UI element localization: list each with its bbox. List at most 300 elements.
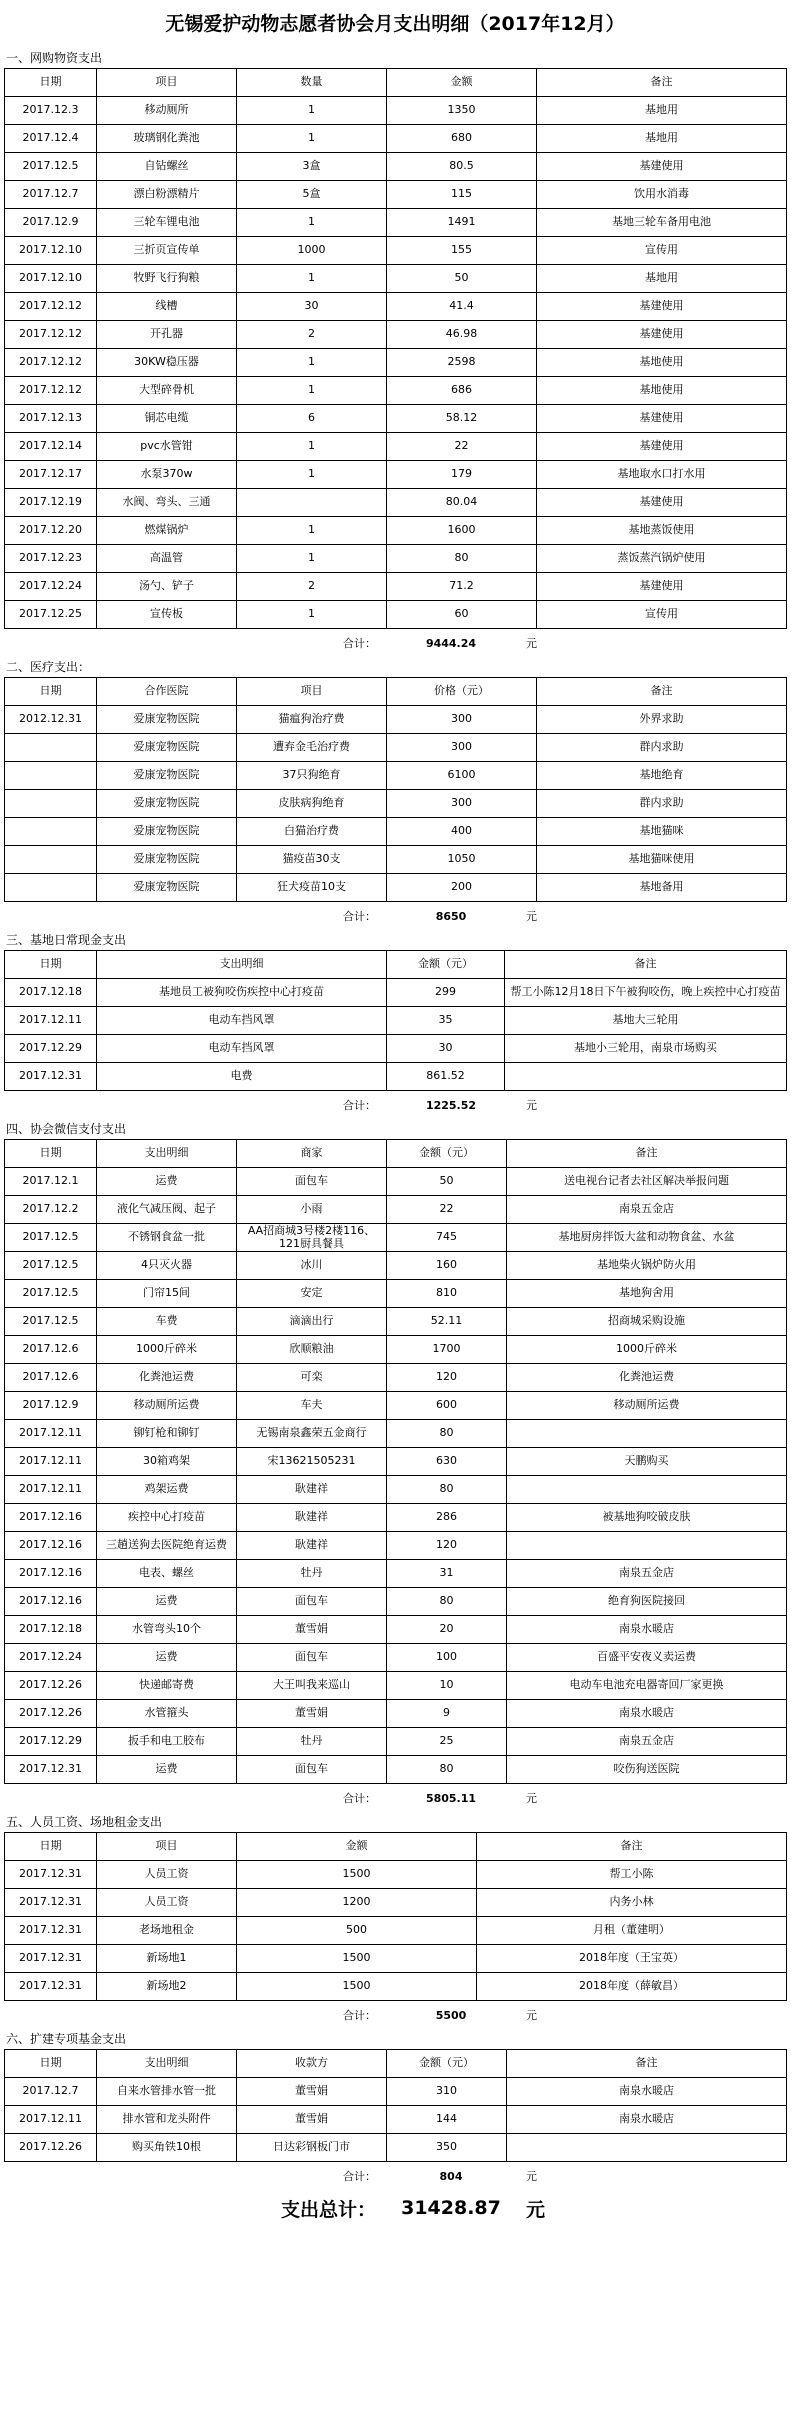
column-header: 项目 [237, 678, 387, 706]
table-row [5, 517, 787, 545]
table-row [5, 1917, 787, 1945]
table-cell: 35 [387, 1007, 505, 1035]
table-cell: 500 [237, 1917, 477, 1945]
table-row [5, 1616, 787, 1644]
total-amount: 5805.11 [425, 1791, 477, 1805]
table-cell: 80 [387, 545, 537, 573]
table-cell: 皮肤病狗绝育 [237, 790, 387, 818]
table-row [5, 1168, 787, 1196]
section-4-table [4, 1139, 787, 1784]
table-cell: 月租（董建明） [477, 1917, 787, 1945]
table-cell: 50 [387, 265, 537, 293]
table-cell: 人员工资 [97, 1889, 237, 1917]
table-cell: 1600 [387, 517, 537, 545]
total-label: 合计： [343, 1099, 376, 1112]
table-cell: 60 [387, 601, 537, 629]
table-cell: 80 [387, 1420, 507, 1448]
table-cell: 2 [237, 573, 387, 601]
table-cell: 2018年度（王宝英） [477, 1945, 787, 1973]
table-row [5, 1063, 787, 1091]
table-cell: 日达彩钢板门市 [237, 2134, 387, 2162]
table-cell: 新场地1 [97, 1945, 237, 1973]
table-cell: 1 [237, 601, 387, 629]
total-label: 合计： [343, 2009, 376, 2022]
table-row [5, 1308, 787, 1336]
table-cell: 2017.12.5 [5, 1308, 97, 1336]
table-cell: 化粪池运费 [97, 1364, 237, 1392]
expense-sheet [4, 0, 786, 2226]
table-cell: 2017.12.5 [5, 1280, 97, 1308]
table-cell: 安定 [237, 1280, 387, 1308]
table-row [5, 1889, 787, 1917]
table-cell: 牡丹 [237, 1728, 387, 1756]
table-cell: 南泉水暖店 [507, 1700, 787, 1728]
table-cell: 1491 [387, 209, 537, 237]
table-cell [507, 1476, 787, 1504]
table-cell: 1000 [237, 237, 387, 265]
table-cell: 3盒 [237, 153, 387, 181]
table-cell: 4只灭火器 [97, 1252, 237, 1280]
column-header: 备注 [537, 678, 787, 706]
table-cell: 46.98 [387, 321, 537, 349]
table-cell: 三折页宣传单 [97, 237, 237, 265]
table-cell: 群内求助 [537, 734, 787, 762]
table-cell: 1200 [237, 1889, 477, 1917]
table-cell: 22 [387, 1196, 507, 1224]
table-row [5, 489, 787, 517]
table-row [5, 1861, 787, 1889]
grand-total-amount: 31428.87 [401, 2197, 501, 2219]
table-cell: 移动厕所运费 [507, 1392, 787, 1420]
table-row [5, 1560, 787, 1588]
table-row [5, 293, 787, 321]
table-cell: 2017.12.18 [5, 979, 97, 1007]
table-cell: 179 [387, 461, 537, 489]
table-cell: 2017.12.6 [5, 1336, 97, 1364]
table-cell: 运费 [97, 1756, 237, 1784]
table-cell: 爱康宠物医院 [97, 706, 237, 734]
total-unit: 元 [526, 910, 537, 923]
table-row [5, 1448, 787, 1476]
table-cell: 可栾 [237, 1364, 387, 1392]
table-cell: 小雨 [237, 1196, 387, 1224]
table-cell: 2017.12.31 [5, 1973, 97, 2001]
table-cell: 铜芯电缆 [97, 405, 237, 433]
table-cell [237, 489, 387, 517]
table-row [5, 762, 787, 790]
table-cell [507, 1532, 787, 1560]
table-cell: 680 [387, 125, 537, 153]
table-cell: 蒸饭蒸汽锅炉使用 [537, 545, 787, 573]
section-2-table [4, 677, 787, 902]
table-row [5, 1532, 787, 1560]
table-cell: 2017.12.11 [5, 1476, 97, 1504]
table-cell: 基地猫咪 [537, 818, 787, 846]
column-header: 备注 [507, 2050, 787, 2078]
table-cell: 80 [387, 1588, 507, 1616]
table-row [5, 818, 787, 846]
table-cell: 车夫 [237, 1392, 387, 1420]
table-row [5, 461, 787, 489]
table-cell: 基建使用 [537, 293, 787, 321]
table-row [5, 1420, 787, 1448]
table-cell: 咬伤狗送医院 [507, 1756, 787, 1784]
header-row [5, 2050, 787, 2078]
table-cell: 2017.12.16 [5, 1504, 97, 1532]
table-cell: 120 [387, 1364, 507, 1392]
table-row [5, 377, 787, 405]
table-cell: 2017.12.5 [5, 153, 97, 181]
table-cell: 299 [387, 979, 505, 1007]
column-header: 项目 [97, 69, 237, 97]
table-cell: 2017.12.11 [5, 1420, 97, 1448]
table-cell: 2017.12.16 [5, 1532, 97, 1560]
section-4-heading: 四、协会微信支付支出 [6, 1122, 127, 1136]
table-cell: 高温管 [97, 545, 237, 573]
table-row [5, 601, 787, 629]
table-cell: 基地员工被狗咬伤疾控中心打疫苗 [97, 979, 387, 1007]
table-row [5, 573, 787, 601]
table-cell: 810 [387, 1280, 507, 1308]
column-header: 项目 [97, 1833, 237, 1861]
total-unit: 元 [526, 637, 537, 650]
table-cell: 2017.12.11 [5, 1007, 97, 1035]
table-row [5, 1756, 787, 1784]
table-cell: 铆钉枪和铆钉 [97, 1420, 237, 1448]
table-cell: 2017.12.7 [5, 2078, 97, 2106]
table-cell: pvc水管钳 [97, 433, 237, 461]
table-cell: 排水管和龙头附件 [97, 2106, 237, 2134]
table-cell: 基地大三轮用 [505, 1007, 787, 1035]
table-cell: 1 [237, 377, 387, 405]
table-cell: 三趟送狗去医院绝育运费 [97, 1532, 237, 1560]
table-cell: 运费 [97, 1168, 237, 1196]
table-row [5, 237, 787, 265]
table-row [5, 321, 787, 349]
table-cell: 200 [387, 874, 537, 902]
table-cell: 2017.12.2 [5, 1196, 97, 1224]
table-cell: 漂白粉漂精片 [97, 181, 237, 209]
table-cell: 耿建祥 [237, 1532, 387, 1560]
grand-total-unit: 元 [526, 2198, 546, 2221]
column-header: 日期 [5, 951, 97, 979]
table-cell: 被基地狗咬破皮肤 [507, 1504, 787, 1532]
table-cell: 无锡南泉鑫荣五金商行 [237, 1420, 387, 1448]
table-cell: 基地备用 [537, 874, 787, 902]
total-label: 合计： [343, 1792, 376, 1805]
table-row [5, 2078, 787, 2106]
table-cell: 1500 [237, 1973, 477, 2001]
table-cell: 宣传用 [537, 601, 787, 629]
table-cell: 310 [387, 2078, 507, 2106]
table-cell: 300 [387, 790, 537, 818]
table-cell: 电表、螺丝 [97, 1560, 237, 1588]
table-cell: 电动车电池充电器寄回厂家更换 [507, 1672, 787, 1700]
section-6-table [4, 2049, 787, 2162]
table-cell: 1 [237, 517, 387, 545]
table-cell [5, 818, 97, 846]
table-cell: 2017.12.17 [5, 461, 97, 489]
table-cell: 南泉水暖店 [507, 2078, 787, 2106]
table-row [5, 979, 787, 1007]
column-header: 收款方 [237, 2050, 387, 2078]
table-cell: 2017.12.31 [5, 1917, 97, 1945]
table-cell: 开孔器 [97, 321, 237, 349]
table-cell: 面包车 [237, 1588, 387, 1616]
table-cell: 董雪娟 [237, 2106, 387, 2134]
table-cell: 144 [387, 2106, 507, 2134]
table-cell: AA招商城3号楼2楼116、121厨具餐具 [237, 1224, 387, 1252]
table-cell: 水管箍头 [97, 1700, 237, 1728]
table-cell: 董雪娟 [237, 1616, 387, 1644]
section-1-table [4, 68, 787, 629]
table-cell: 大王叫我来巡山 [237, 1672, 387, 1700]
table-cell: 2012.12.31 [5, 706, 97, 734]
table-cell: 大型碎骨机 [97, 377, 237, 405]
header-row [5, 678, 787, 706]
column-header: 备注 [505, 951, 787, 979]
table-row [5, 1672, 787, 1700]
table-cell: 基地三轮车备用电池 [537, 209, 787, 237]
column-header: 备注 [537, 69, 787, 97]
table-cell: 80.5 [387, 153, 537, 181]
table-row [5, 153, 787, 181]
table-cell: 630 [387, 1448, 507, 1476]
table-cell: 购买角铁10根 [97, 2134, 237, 2162]
table-cell: 疾控中心打疫苗 [97, 1504, 237, 1532]
table-cell: 线槽 [97, 293, 237, 321]
table-cell: 1500 [237, 1861, 477, 1889]
table-cell: 水管弯头10个 [97, 1616, 237, 1644]
table-row [5, 545, 787, 573]
table-cell: 115 [387, 181, 537, 209]
table-cell: 300 [387, 706, 537, 734]
table-cell: 25 [387, 1728, 507, 1756]
table-cell: 汤勺、铲子 [97, 573, 237, 601]
table-cell: 内务小林 [477, 1889, 787, 1917]
section-3-total [4, 1091, 786, 1119]
table-cell: 基建使用 [537, 573, 787, 601]
table-row [5, 2134, 787, 2162]
table-cell: 门帘15间 [97, 1280, 237, 1308]
total-amount: 5500 [435, 2008, 467, 2022]
table-cell: 饮用水消毒 [537, 181, 787, 209]
table-cell: 2017.12.16 [5, 1588, 97, 1616]
total-label: 合计： [343, 2170, 376, 2183]
table-cell: 基地用 [537, 97, 787, 125]
table-cell: 1000斤碎米 [97, 1336, 237, 1364]
table-cell: 50 [387, 1168, 507, 1196]
table-cell: 9 [387, 1700, 507, 1728]
table-cell: 80.04 [387, 489, 537, 517]
table-cell: 电动车挡风罩 [97, 1035, 387, 1063]
table-cell: 400 [387, 818, 537, 846]
column-header: 日期 [5, 69, 97, 97]
table-cell: 猫瘟狗治疗费 [237, 706, 387, 734]
table-cell [5, 734, 97, 762]
table-cell: 耿建祥 [237, 1476, 387, 1504]
section-3-table [4, 950, 787, 1091]
table-cell: 2017.12.26 [5, 2134, 97, 2162]
table-row [5, 1280, 787, 1308]
column-header: 金额 [387, 69, 537, 97]
table-cell: 水阀、弯头、三通 [97, 489, 237, 517]
table-cell: 2017.12.23 [5, 545, 97, 573]
table-cell: 牧野飞行狗粮 [97, 265, 237, 293]
table-row [5, 1007, 787, 1035]
table-cell: 2017.12.11 [5, 2106, 97, 2134]
total-amount: 804 [439, 2169, 463, 2183]
table-cell: 10 [387, 1672, 507, 1700]
table-cell: 350 [387, 2134, 507, 2162]
table-cell: 745 [387, 1224, 507, 1252]
total-amount: 9444.24 [425, 636, 477, 650]
table-row [5, 706, 787, 734]
table-cell: 20 [387, 1616, 507, 1644]
table-cell: 2017.12.5 [5, 1252, 97, 1280]
table-row [5, 181, 787, 209]
table-cell: 面包车 [237, 1756, 387, 1784]
table-cell: 南泉五金店 [507, 1560, 787, 1588]
table-cell: 1 [237, 461, 387, 489]
table-cell: 基建使用 [537, 433, 787, 461]
section-5-total [4, 2001, 786, 2029]
header-row [5, 1140, 787, 1168]
table-cell: 22 [387, 433, 537, 461]
table-cell: 基地蒸饭使用 [537, 517, 787, 545]
table-cell: 2017.12.19 [5, 489, 97, 517]
table-cell: 2017.12.13 [5, 405, 97, 433]
table-cell: 面包车 [237, 1168, 387, 1196]
table-row [5, 1728, 787, 1756]
table-row [5, 1945, 787, 1973]
table-cell: 58.12 [387, 405, 537, 433]
section-2-heading: 二、医疗支出： [6, 660, 91, 674]
table-cell: 电费 [97, 1063, 387, 1091]
table-cell: 招商城采购设施 [507, 1308, 787, 1336]
table-cell: 2017.12.6 [5, 1364, 97, 1392]
table-cell: 2017.12.26 [5, 1672, 97, 1700]
table-row [5, 734, 787, 762]
table-cell: 基地厨房拌饭大盆和动物食盆、水盆 [507, 1224, 787, 1252]
table-cell: 车费 [97, 1308, 237, 1336]
table-row [5, 1035, 787, 1063]
table-cell: 基地使用 [537, 377, 787, 405]
table-cell: 1700 [387, 1336, 507, 1364]
table-cell: 宋13621505231 [237, 1448, 387, 1476]
table-cell [5, 762, 97, 790]
grand-total [4, 2190, 786, 2226]
table-row [5, 1364, 787, 1392]
table-cell: 2017.12.9 [5, 209, 97, 237]
table-row [5, 97, 787, 125]
table-cell: 爱康宠物医院 [97, 762, 237, 790]
column-header: 备注 [507, 1140, 787, 1168]
column-header: 支出明细 [97, 2050, 237, 2078]
table-cell: 2017.12.26 [5, 1700, 97, 1728]
table-cell: 董雪娟 [237, 1700, 387, 1728]
table-cell: 宣传板 [97, 601, 237, 629]
total-unit: 元 [526, 2009, 537, 2022]
table-cell: 1 [237, 545, 387, 573]
table-cell: 帮工小陈 [477, 1861, 787, 1889]
table-cell: 2017.12.24 [5, 573, 97, 601]
table-cell: 爱康宠物医院 [97, 846, 237, 874]
table-cell: 2017.12.16 [5, 1560, 97, 1588]
table-cell: 自来水管排水管一批 [97, 2078, 237, 2106]
table-cell: 1350 [387, 97, 537, 125]
table-cell: 天鹏购买 [507, 1448, 787, 1476]
table-cell: 2017.12.31 [5, 1945, 97, 1973]
table-row [5, 209, 787, 237]
header-row [5, 69, 787, 97]
total-amount: 8650 [435, 909, 467, 923]
table-cell: 2017.12.24 [5, 1644, 97, 1672]
table-cell: 液化气减压阀、起子 [97, 1196, 237, 1224]
table-cell: 南泉水暖店 [507, 1616, 787, 1644]
table-cell: 南泉五金店 [507, 1196, 787, 1224]
table-cell [507, 1420, 787, 1448]
table-cell: 外界求助 [537, 706, 787, 734]
table-cell: 基地狗舍用 [507, 1280, 787, 1308]
table-cell [5, 790, 97, 818]
table-cell: 1 [237, 433, 387, 461]
table-cell: 155 [387, 237, 537, 265]
table-cell: 基地柴火锅炉防火用 [507, 1252, 787, 1280]
table-cell: 移动厕所 [97, 97, 237, 125]
table-cell: 300 [387, 734, 537, 762]
table-cell: 2017.12.7 [5, 181, 97, 209]
table-cell: 1500 [237, 1945, 477, 1973]
table-cell: 老场地租金 [97, 1917, 237, 1945]
table-cell: 80 [387, 1476, 507, 1504]
table-cell [505, 1063, 787, 1091]
column-header: 金额（元） [387, 951, 505, 979]
section-1-heading: 一、网购物资支出 [6, 51, 103, 65]
table-cell: 2017.12.12 [5, 377, 97, 405]
table-cell: 2017.12.3 [5, 97, 97, 125]
table-cell: 1 [237, 349, 387, 377]
table-cell: 160 [387, 1252, 507, 1280]
table-cell: 1 [237, 265, 387, 293]
table-row [5, 1973, 787, 2001]
table-cell: 猫疫苗30支 [237, 846, 387, 874]
table-row [5, 790, 787, 818]
table-cell: 2017.12.12 [5, 349, 97, 377]
section-6-heading: 六、扩建专项基金支出 [6, 2032, 127, 2046]
table-cell: 基建使用 [537, 153, 787, 181]
table-cell: 基地猫咪使用 [537, 846, 787, 874]
table-cell: 2017.12.4 [5, 125, 97, 153]
total-label: 合计： [343, 910, 376, 923]
table-cell: 30 [387, 1035, 505, 1063]
table-cell: 2017.12.31 [5, 1063, 97, 1091]
table-row [5, 2106, 787, 2134]
table-cell: 董雪娟 [237, 2078, 387, 2106]
table-cell: 基地用 [537, 265, 787, 293]
table-cell: 面包车 [237, 1644, 387, 1672]
table-cell: 牡丹 [237, 1560, 387, 1588]
table-cell: 600 [387, 1392, 507, 1420]
table-cell: 100 [387, 1644, 507, 1672]
table-cell: 861.52 [387, 1063, 505, 1091]
table-row [5, 1588, 787, 1616]
table-cell: 基地小三轮用，南泉市场购买 [505, 1035, 787, 1063]
table-row [5, 1252, 787, 1280]
table-row [5, 1196, 787, 1224]
table-cell: 爱康宠物医院 [97, 790, 237, 818]
header-row [5, 951, 787, 979]
